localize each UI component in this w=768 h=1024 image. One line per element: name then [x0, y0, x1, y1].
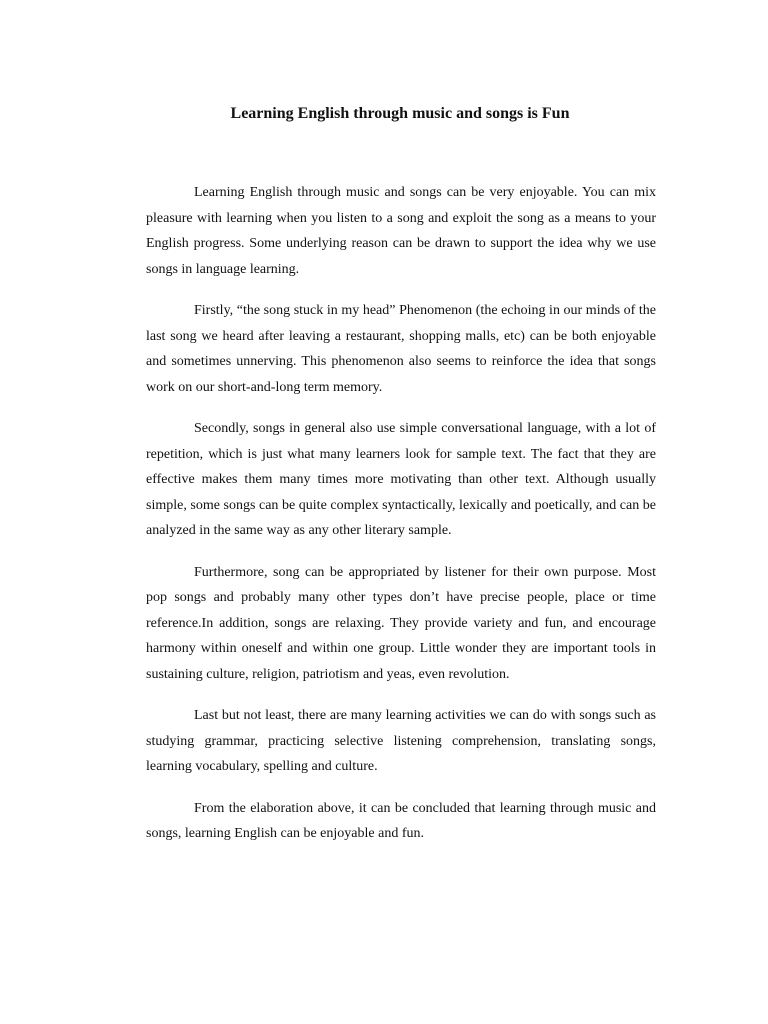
paragraph-conclusion: From the elaboration above, it can be concluded that learning through music and songs, learning English can be enjoyable and fun.	[146, 800, 656, 841]
paragraph-intro: Learning English through music and songs can be very enjoyable. You can mix pleasure with learning when you listen to a song and exploit the song as a means to your English progress. Some underlying reason can be drawn to support the idea why we use songs in language learning.	[146, 185, 656, 277]
paragraph-furthermore: Furthermore, song can be appropriated by listener for their own purpose. Most pop songs and probably many other types don’t have precise people, place or time reference.In addition, songs are relaxing. They provide variety and fun, and encourage harmony within oneself and within one group. Little wonder they are important tools in sustaining culture, religion, patriotism and yeas, even revolution.	[146, 564, 656, 682]
paragraph-firstly: Firstly, “the song stuck in my head” Phenomenon (the echoing in our minds of the last song we heard after leaving a restaurant, shopping malls, etc) can be both enjoyable and sometimes unnerving. This phenomenon also seems to reinforce the idea that songs work on our short-and-long term memory.	[146, 303, 656, 395]
document-title: Learning English through music and songs is Fun	[230, 105, 570, 122]
paragraph-last: Last but not least, there are many learning activities we can do with songs such as studying grammar, practicing selective listening comprehension, translating songs, learning vocabulary, spelling and culture.	[146, 708, 656, 774]
paragraph-secondly: Secondly, songs in general also use simple conversational language, with a lot of repetition, which is just what many learners look for sample text. The fact that they are effective makes them many times more motivating than other text. Although usually simple, some songs can be quite complex syntactically, lexically and poetically, and can be analyzed in the same way as any other literary sample.	[146, 421, 656, 538]
document-body	[146, 180, 656, 863]
